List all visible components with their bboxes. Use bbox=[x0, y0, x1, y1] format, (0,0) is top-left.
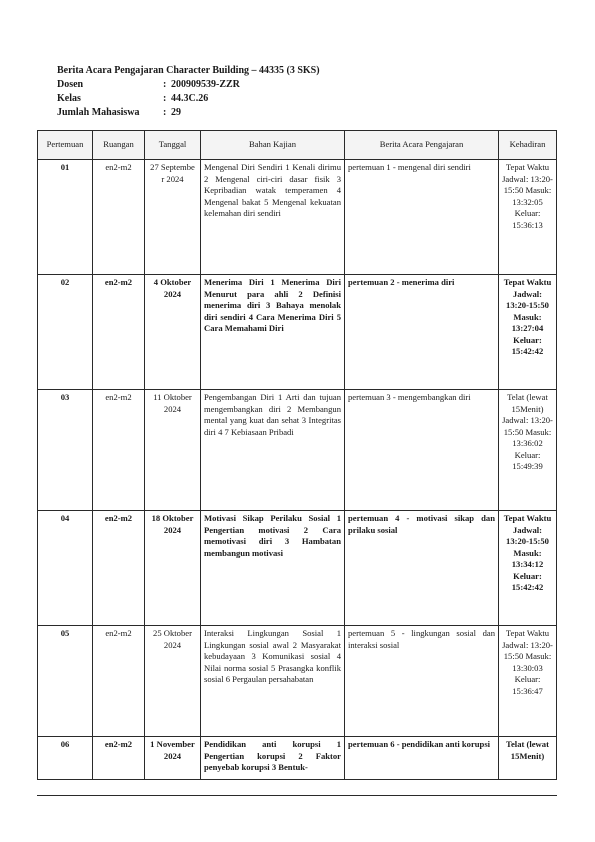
header-pertemuan: Pertemuan bbox=[38, 131, 93, 160]
kehadiran-cell: Tepat Waktu Jadwal: 13:20-15:50 Masuk: 13:30:03 Keluar: 15:36:47 bbox=[499, 626, 557, 737]
ruangan-cell: en2-m2 bbox=[93, 511, 145, 626]
berita-acara-cell: pertemuan 4 - motivasi sikap dan prilaku sosial bbox=[345, 511, 499, 626]
ruangan-cell: en2-m2 bbox=[93, 160, 145, 275]
tanggal-cell: 25 Oktober 2024 bbox=[145, 626, 201, 737]
table-row bbox=[38, 275, 557, 390]
header-kehadiran: Kehadiran bbox=[499, 131, 557, 160]
ruangan-cell: en2-m2 bbox=[93, 737, 145, 780]
pertemuan-cell: 04 bbox=[38, 511, 93, 626]
ruangan-cell: en2-m2 bbox=[93, 390, 145, 511]
berita-acara-cell: pertemuan 1 - mengenal diri sendiri bbox=[345, 160, 499, 275]
header-tanggal: Tanggal bbox=[145, 131, 201, 160]
ruangan-cell: en2-m2 bbox=[93, 275, 145, 390]
dosen-label: Dosen bbox=[57, 79, 84, 90]
pertemuan-cell: 03 bbox=[38, 390, 93, 511]
kehadiran-cell: Tepat Waktu Jadwal: 13:20-15:50 Masuk: 13:27:04 Keluar: 15:42:42 bbox=[499, 275, 557, 390]
header-berita-acara: Berita Acara Pengajaran bbox=[345, 131, 499, 160]
pertemuan-cell: 01 bbox=[38, 160, 93, 275]
kelas-row bbox=[57, 92, 320, 106]
bahan-kajian-cell: Mengenal Diri Sendiri 1 Kenali dirimu 2 Mengenal ciri-ciri dasar fisik 3 Kepribadian watak temperamen 4 Mengenal bakat 5 Mengenal kekuatan kelemahan diri sendiri bbox=[201, 160, 345, 275]
kehadiran-cell: Tepat Waktu Jadwal: 13:20-15:50 Masuk: 13:32:05 Keluar: 15:36:13 bbox=[499, 160, 557, 275]
kelas-value: 44.3C.26 bbox=[171, 93, 209, 104]
tanggal-cell: 18 Oktober 2024 bbox=[145, 511, 201, 626]
tanggal-cell: 27 Septembe r 2024 bbox=[145, 160, 201, 275]
berita-acara-cell: pertemuan 3 - mengembangkan diri bbox=[345, 390, 499, 511]
bahan-kajian-cell: Menerima Diri 1 Menerima Diri Menurut para ahli 2 Definisi menerima diri 3 Bahaya menolak diri sendiri 4 Cara Menerima Diri 5 Cara Memahami Diri bbox=[201, 275, 345, 390]
jumlah-value: 29 bbox=[171, 107, 181, 118]
table-row bbox=[38, 160, 557, 275]
dosen-separator: : bbox=[163, 79, 167, 90]
header-bahan-kajian: Bahan Kajian bbox=[201, 131, 345, 160]
table-row bbox=[38, 511, 557, 626]
dosen-value: 200909539-ZZR bbox=[171, 79, 240, 90]
document-header bbox=[57, 64, 320, 120]
bahan-kajian-cell: Pendidikan anti korupsi 1 Pengertian korupsi 2 Faktor penyebab korupsi 3 Bentuk- bbox=[201, 737, 345, 780]
bahan-kajian-cell: Pengembangan Diri 1 Arti dan tujuan mengembangkan diri 2 Membangun mental yang kuat dan sehat 3 Integritas diri 4 7 Kebiasaan Pribadi bbox=[201, 390, 345, 511]
kehadiran-cell: Tepat Waktu Jadwal: 13:20-15:50 Masuk: 13:34:12 Keluar: 15:42:42 bbox=[499, 511, 557, 626]
kelas-label: Kelas bbox=[57, 93, 81, 104]
header-ruangan: Ruangan bbox=[93, 131, 145, 160]
tanggal-cell: 11 Oktober 2024 bbox=[145, 390, 201, 511]
pertemuan-cell: 06 bbox=[38, 737, 93, 780]
berita-acara-cell: pertemuan 6 - pendidikan anti korupsi bbox=[345, 737, 499, 780]
kehadiran-cell: Telat (lewat 15Menit) bbox=[499, 737, 557, 780]
teaching-record-table bbox=[37, 130, 557, 780]
kelas-separator: : bbox=[163, 93, 167, 104]
kehadiran-cell: Telat (lewat 15Menit) Jadwal: 13:20-15:50 Masuk: 13:36:02 Keluar: 15:49:39 bbox=[499, 390, 557, 511]
table-header-row bbox=[38, 131, 557, 160]
bahan-kajian-cell: Interaksi Lingkungan Sosial 1 Lingkungan sosial awal 2 Masyarakat kebudayaan 3 Komunikasi sosial 4 Nilai norma sosial 5 Prasangka konflik sosial 6 Pergaulan persahabatan bbox=[201, 626, 345, 737]
berita-acara-cell: pertemuan 5 - lingkungan sosial dan interaksi sosial bbox=[345, 626, 499, 737]
dosen-row bbox=[57, 78, 320, 92]
jumlah-row bbox=[57, 106, 320, 120]
table-cut-line bbox=[37, 795, 557, 796]
table-row bbox=[38, 626, 557, 737]
pertemuan-cell: 02 bbox=[38, 275, 93, 390]
table-row bbox=[38, 390, 557, 511]
tanggal-cell: 4 Oktober 2024 bbox=[145, 275, 201, 390]
jumlah-label: Jumlah Mahasiswa bbox=[57, 107, 140, 118]
ruangan-cell: en2-m2 bbox=[93, 626, 145, 737]
jumlah-separator: : bbox=[163, 107, 167, 118]
document-title: Berita Acara Pengajaran Character Building – 44335 (3 SKS) bbox=[57, 65, 320, 76]
bahan-kajian-cell: Motivasi Sikap Perilaku Sosial 1 Pengertian motivasi 2 Cara memotivasi diri 3 Hambatan membangun motivasi bbox=[201, 511, 345, 626]
berita-acara-cell: pertemuan 2 - menerima diri bbox=[345, 275, 499, 390]
tanggal-cell: 1 November 2024 bbox=[145, 737, 201, 780]
table-row bbox=[38, 737, 557, 780]
page-bottom-margin bbox=[0, 796, 595, 842]
pertemuan-cell: 05 bbox=[38, 626, 93, 737]
